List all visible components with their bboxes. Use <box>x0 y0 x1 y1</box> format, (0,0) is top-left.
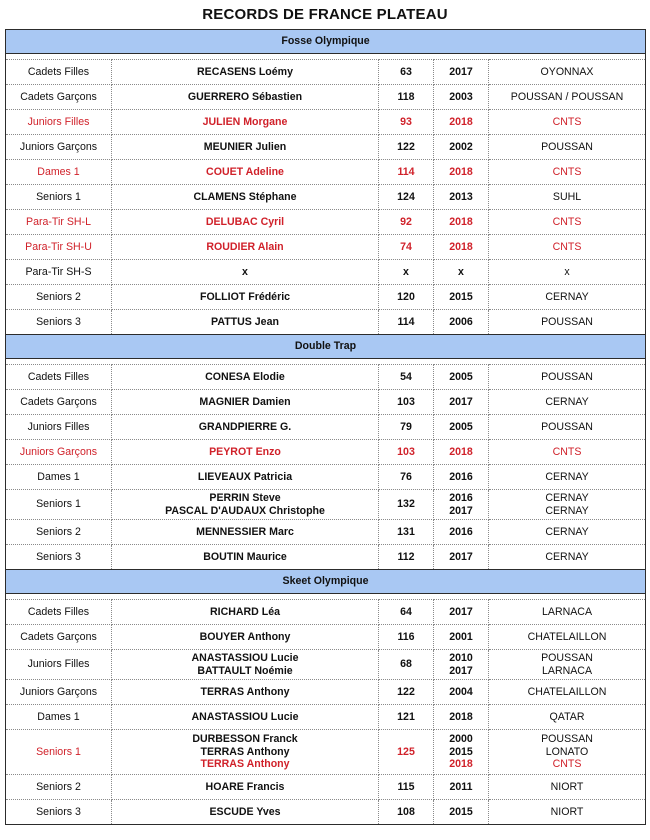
table-row <box>6 600 646 625</box>
year-cell <box>434 85 489 110</box>
place-cell <box>489 285 646 310</box>
table-row <box>6 285 646 310</box>
athlete-name: BOUTIN Maurice <box>203 550 287 563</box>
score-cell: 118 <box>379 85 434 110</box>
score-cell: 79 <box>379 415 434 440</box>
category-cell: Juniors Garçons <box>6 135 112 160</box>
table-row <box>6 680 646 705</box>
record-year: 2004 <box>449 685 473 698</box>
athlete-name: GRANDPIERRE G. <box>198 420 292 433</box>
table-row <box>6 160 646 185</box>
score-cell: 120 <box>379 285 434 310</box>
category-cell: Juniors Filles <box>6 650 112 680</box>
record-year: 2005 <box>449 420 473 433</box>
score-cell: 132 <box>379 490 434 520</box>
record-year: 2018 <box>449 710 473 723</box>
athlete-cell <box>112 465 379 490</box>
table-row <box>6 800 646 825</box>
athlete-cell <box>112 600 379 625</box>
section-header <box>6 335 646 359</box>
year-cell <box>434 650 489 680</box>
place-cell <box>489 625 646 650</box>
table-row <box>6 310 646 335</box>
place-cell <box>489 365 646 390</box>
place-cell <box>489 110 646 135</box>
category-cell: Seniors 3 <box>6 800 112 825</box>
athlete-name: MEUNIER Julien <box>203 140 287 153</box>
category-cell: Juniors Filles <box>6 110 112 135</box>
score-cell: 112 <box>379 545 434 570</box>
record-year: 2015 <box>449 805 473 818</box>
score-cell: 64 <box>379 600 434 625</box>
table-row <box>6 730 646 775</box>
athlete-name: ROUDIER Alain <box>206 240 284 253</box>
record-place: POUSSAN <box>541 140 593 153</box>
athlete-name: FOLLIOT Frédéric <box>199 290 291 303</box>
record-place: CERNAY <box>545 525 589 538</box>
score-cell: 63 <box>379 60 434 85</box>
record-place: x <box>564 265 570 278</box>
year-cell <box>434 310 489 335</box>
score-cell: 68 <box>379 650 434 680</box>
record-year: 2017 <box>449 504 473 517</box>
category-cell: Cadets Garçons <box>6 625 112 650</box>
record-year: 2018 <box>449 758 473 771</box>
table-row <box>6 545 646 570</box>
record-place: POUSSAN <box>541 733 593 746</box>
place-cell <box>489 730 646 775</box>
category-cell: Cadets Filles <box>6 600 112 625</box>
record-place: LARNACA <box>541 664 593 677</box>
athlete-name: GUERRERO Sébastien <box>187 90 303 103</box>
record-place: NIORT <box>550 780 584 793</box>
athlete-cell <box>112 545 379 570</box>
athlete-cell <box>112 185 379 210</box>
athlete-name: RICHARD Léa <box>209 605 281 618</box>
athlete-name: PASCAL D'AUDAUX Christophe <box>165 504 325 517</box>
record-year: 2013 <box>449 190 473 203</box>
category-cell: Cadets Garçons <box>6 390 112 415</box>
record-place: CHATELAILLON <box>527 630 607 643</box>
place-cell <box>489 185 646 210</box>
category-cell: Dames 1 <box>6 465 112 490</box>
place-cell <box>489 680 646 705</box>
record-year: 2000 <box>449 733 473 746</box>
record-year: 2018 <box>449 445 473 458</box>
record-place: CNTS <box>552 445 582 458</box>
athlete-name: CLAMENS Stéphane <box>193 190 297 203</box>
athlete-name: CONESA Elodie <box>205 370 285 383</box>
year-cell <box>434 235 489 260</box>
category-cell: Dames 1 <box>6 705 112 730</box>
year-cell <box>434 440 489 465</box>
place-cell <box>489 260 646 285</box>
table-row <box>6 415 646 440</box>
record-year: 2006 <box>449 315 473 328</box>
athlete-cell <box>112 440 379 465</box>
table-row <box>6 390 646 415</box>
place-cell <box>489 85 646 110</box>
record-year: 2018 <box>449 240 473 253</box>
athlete-cell <box>112 235 379 260</box>
year-cell <box>434 625 489 650</box>
table-row <box>6 185 646 210</box>
category-cell: Dames 1 <box>6 160 112 185</box>
athlete-name: PERRIN Steve <box>209 492 281 504</box>
place-cell <box>489 705 646 730</box>
place-cell <box>489 415 646 440</box>
athlete-cell <box>112 520 379 545</box>
record-place: CERNAY <box>545 290 589 303</box>
record-year: 2016 <box>449 492 473 504</box>
category-cell: Seniors 1 <box>6 730 112 775</box>
year-cell <box>434 465 489 490</box>
athlete-name: TERRAS Anthony <box>200 745 290 758</box>
record-place: CHATELAILLON <box>527 685 607 698</box>
year-cell <box>434 705 489 730</box>
record-place: CNTS <box>552 240 582 253</box>
table-row <box>6 625 646 650</box>
record-place: NIORT <box>550 805 584 818</box>
category-cell: Juniors Garçons <box>6 680 112 705</box>
table-row <box>6 235 646 260</box>
record-place: LARNACA <box>541 605 593 618</box>
athlete-cell <box>112 775 379 800</box>
table-row <box>6 440 646 465</box>
table-row <box>6 775 646 800</box>
place-cell <box>489 390 646 415</box>
year-cell <box>434 800 489 825</box>
place-cell <box>489 440 646 465</box>
score-cell: 124 <box>379 185 434 210</box>
place-cell <box>489 600 646 625</box>
athlete-name: JULIEN Morgane <box>202 115 288 128</box>
athlete-name: ANASTASSIOU Lucie <box>191 652 299 664</box>
record-place: SUHL <box>552 190 582 203</box>
score-cell: 125 <box>379 730 434 775</box>
category-cell: Seniors 3 <box>6 310 112 335</box>
place-cell <box>489 235 646 260</box>
score-cell: 114 <box>379 160 434 185</box>
athlete-cell <box>112 285 379 310</box>
year-cell <box>434 210 489 235</box>
place-cell <box>489 135 646 160</box>
category-cell: Seniors 2 <box>6 285 112 310</box>
score-cell: 122 <box>379 135 434 160</box>
score-cell: 76 <box>379 465 434 490</box>
table-row <box>6 520 646 545</box>
score-cell: x <box>379 260 434 285</box>
athlete-cell <box>112 135 379 160</box>
year-cell <box>434 135 489 160</box>
athlete-cell <box>112 310 379 335</box>
athlete-name: DURBESSON Franck <box>192 733 298 746</box>
category-cell: Seniors 1 <box>6 490 112 520</box>
athlete-cell <box>112 415 379 440</box>
year-cell <box>434 520 489 545</box>
place-cell <box>489 775 646 800</box>
athlete-cell <box>112 625 379 650</box>
record-place: POUSSAN <box>541 420 593 433</box>
athlete-cell <box>112 705 379 730</box>
athlete-cell <box>112 730 379 775</box>
place-cell <box>489 160 646 185</box>
record-year: 2016 <box>449 470 473 483</box>
table-row <box>6 260 646 285</box>
athlete-cell <box>112 365 379 390</box>
table-row <box>6 60 646 85</box>
year-cell <box>434 365 489 390</box>
record-year: 2011 <box>449 780 473 793</box>
table-row <box>6 110 646 135</box>
record-place: POUSSAN <box>541 370 593 383</box>
category-cell: Cadets Filles <box>6 60 112 85</box>
record-place: QATAR <box>549 710 585 723</box>
place-cell <box>489 60 646 85</box>
athlete-cell <box>112 85 379 110</box>
table-row <box>6 705 646 730</box>
table-row <box>6 135 646 160</box>
place-cell <box>489 465 646 490</box>
section-title: Fosse Olympique <box>6 30 646 54</box>
score-cell: 116 <box>379 625 434 650</box>
athlete-name: DELUBAC Cyril <box>205 215 285 228</box>
athlete-cell <box>112 800 379 825</box>
place-cell <box>489 490 646 520</box>
table-row <box>6 365 646 390</box>
year-cell <box>434 600 489 625</box>
place-cell <box>489 210 646 235</box>
record-year: 2015 <box>449 745 473 758</box>
category-cell: Seniors 3 <box>6 545 112 570</box>
table-row <box>6 490 646 520</box>
place-cell <box>489 650 646 680</box>
table-row <box>6 465 646 490</box>
athlete-name: COUET Adeline <box>206 165 284 178</box>
athlete-cell <box>112 680 379 705</box>
score-cell: 103 <box>379 390 434 415</box>
year-cell <box>434 110 489 135</box>
table-row <box>6 85 646 110</box>
record-place: CNTS <box>552 758 582 771</box>
score-cell: 74 <box>379 235 434 260</box>
table-row <box>6 210 646 235</box>
record-year: 2010 <box>449 652 473 664</box>
record-year: 2017 <box>449 664 473 677</box>
page-title: RECORDS DE FRANCE PLATEAU <box>202 6 448 23</box>
category-cell: Seniors 1 <box>6 185 112 210</box>
score-cell: 114 <box>379 310 434 335</box>
category-cell: Para-Tir SH-U <box>6 235 112 260</box>
athlete-name: LIEVEAUX Patricia <box>197 470 293 483</box>
score-cell: 93 <box>379 110 434 135</box>
record-place: CNTS <box>552 165 582 178</box>
record-place: CERNAY <box>545 470 589 483</box>
record-year: 2015 <box>449 290 473 303</box>
year-cell <box>434 775 489 800</box>
record-place: CNTS <box>552 215 582 228</box>
athlete-name: x <box>242 265 248 278</box>
year-cell <box>434 285 489 310</box>
year-cell <box>434 545 489 570</box>
year-cell <box>434 160 489 185</box>
record-year: 2017 <box>449 550 473 563</box>
record-year: 2018 <box>449 215 473 228</box>
place-cell <box>489 310 646 335</box>
section-title: Skeet Olympique <box>6 570 646 594</box>
record-place: POUSSAN / POUSSAN <box>510 90 624 103</box>
score-cell: 54 <box>379 365 434 390</box>
record-place: POUSSAN <box>541 315 593 328</box>
score-cell: 108 <box>379 800 434 825</box>
record-year: 2017 <box>449 605 473 618</box>
year-cell <box>434 185 489 210</box>
record-place: CERNAY <box>545 550 589 563</box>
athlete-name: PEYROT Enzo <box>209 445 281 458</box>
section-title: Double Trap <box>6 335 646 359</box>
athlete-cell <box>112 490 379 520</box>
section-header <box>6 30 646 54</box>
athlete-name: TERRAS Anthony <box>200 685 290 698</box>
record-place: CERNAY <box>545 492 589 504</box>
athlete-name: MAGNIER Damien <box>199 395 291 408</box>
athlete-cell <box>112 160 379 185</box>
score-cell: 131 <box>379 520 434 545</box>
year-cell <box>434 260 489 285</box>
year-cell <box>434 490 489 520</box>
athlete-name: HOARE Francis <box>205 780 285 793</box>
score-cell: 121 <box>379 705 434 730</box>
record-year: 2017 <box>449 65 473 78</box>
place-cell <box>489 800 646 825</box>
record-year: 2016 <box>449 525 473 538</box>
record-place: CNTS <box>552 115 582 128</box>
category-cell: Para-Tir SH-S <box>6 260 112 285</box>
record-year: 2005 <box>449 370 473 383</box>
record-year: 2017 <box>449 395 473 408</box>
athlete-cell <box>112 210 379 235</box>
athlete-name: RECASENS Loémy <box>197 65 293 78</box>
record-place: LONATO <box>545 745 589 758</box>
athlete-name: ESCUDE Yves <box>209 805 281 818</box>
athlete-name: TERRAS Anthony <box>200 758 290 771</box>
year-cell <box>434 730 489 775</box>
category-cell: Juniors Garçons <box>6 440 112 465</box>
record-place: CERNAY <box>545 395 589 408</box>
record-year: 2003 <box>449 90 473 103</box>
athlete-name: BATTAULT Noémie <box>197 664 293 677</box>
score-cell: 92 <box>379 210 434 235</box>
athlete-cell <box>112 260 379 285</box>
score-cell: 103 <box>379 440 434 465</box>
athlete-cell <box>112 650 379 680</box>
athlete-name: BOUYER Anthony <box>199 630 291 643</box>
record-place: POUSSAN <box>541 652 593 664</box>
records-table <box>5 29 646 825</box>
score-cell: 115 <box>379 775 434 800</box>
year-cell <box>434 680 489 705</box>
year-cell <box>434 415 489 440</box>
record-year: 2018 <box>449 165 473 178</box>
record-year: 2002 <box>449 140 473 153</box>
record-place: OYONNAX <box>540 65 594 78</box>
category-cell: Juniors Filles <box>6 415 112 440</box>
athlete-cell <box>112 60 379 85</box>
section-header <box>6 570 646 594</box>
place-cell <box>489 545 646 570</box>
year-cell <box>434 390 489 415</box>
record-year: x <box>458 265 464 278</box>
athlete-name: PATTUS Jean <box>211 315 279 328</box>
athlete-name: ANASTASSIOU Lucie <box>191 710 299 723</box>
category-cell: Cadets Filles <box>6 365 112 390</box>
athlete-cell <box>112 390 379 415</box>
category-cell: Seniors 2 <box>6 520 112 545</box>
category-cell: Cadets Garçons <box>6 85 112 110</box>
table-row <box>6 650 646 680</box>
category-cell: Seniors 2 <box>6 775 112 800</box>
athlete-cell <box>112 110 379 135</box>
year-cell <box>434 60 489 85</box>
record-place: CERNAY <box>545 504 589 517</box>
score-cell: 122 <box>379 680 434 705</box>
category-cell: Para-Tir SH-L <box>6 210 112 235</box>
record-year: 2018 <box>449 115 473 128</box>
athlete-name: MENNESSIER Marc <box>196 525 294 538</box>
place-cell <box>489 520 646 545</box>
record-year: 2001 <box>449 630 473 643</box>
